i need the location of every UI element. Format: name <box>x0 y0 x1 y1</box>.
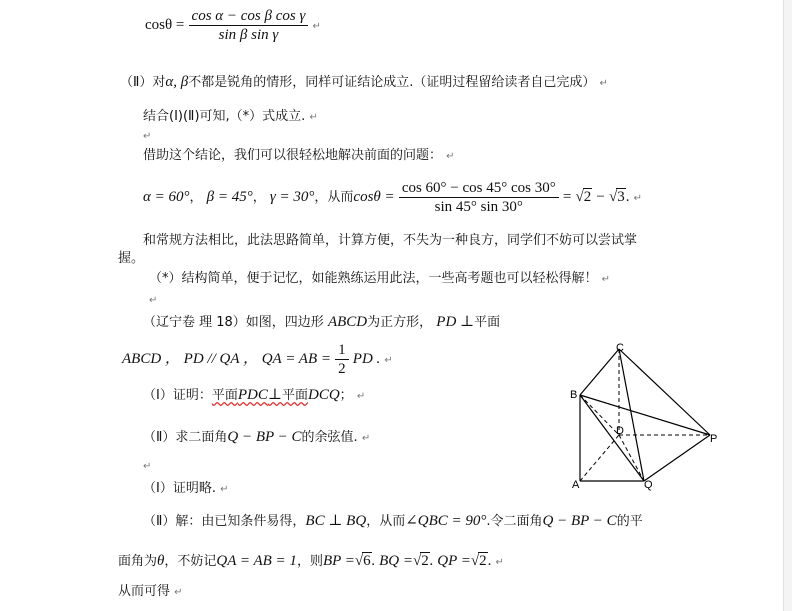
paragraph-case-two: （Ⅱ）对α, β不都是锐角的情形，同样可证结论成立.（证明过程留给读者自己完成） ↵ <box>120 74 608 90</box>
vertex-label-d: D <box>616 425 624 437</box>
paragraph-structure: （*）结构简单，便于记忆，如能熟练运用此法，一些高考题也可以轻松得解！ ↵ <box>149 271 611 286</box>
answer-one: （Ⅰ）证明略. ↵ <box>143 481 229 496</box>
formula-lhs: cosθ = <box>145 17 185 33</box>
empty-paragraph <box>143 458 151 475</box>
formula-numerator: cos α − cos β cos γ <box>189 8 309 26</box>
vertex-label-c: C <box>616 342 624 354</box>
paragraph-mark: ↵ <box>356 391 366 402</box>
answer-two-cont: 面角为θ，不妨记QA = AB = 1，则BP =√6. BQ =√2. QP =√2. ↵ <box>118 553 504 569</box>
question-one: （Ⅰ）证明：平面PDC⊥平面DCQ； ↵ <box>143 387 366 403</box>
answer-conclusion: 从而可得 ↵ <box>118 584 183 599</box>
example-fraction: $\frac{\cos 60^\circ - \cos 45^\circ \cos 30^\circ}{\sin 45^\circ \sin 30^\circ}$ <box>399 180 559 215</box>
vertex-label-a: A <box>572 479 580 491</box>
empty-paragraph <box>149 292 157 309</box>
problem-statement-cont: ABCD ， PD // QA ， QA = AB = $\frac{1}{2}$ PD . ↵ <box>122 342 393 377</box>
paragraph-mark: ↵ <box>446 151 455 162</box>
paragraph-compare-cont: 握。 <box>118 251 145 266</box>
paragraph-mark: ↵ <box>633 193 643 204</box>
paragraph-mark: ↵ <box>220 484 229 495</box>
vertical-scrollbar[interactable] <box>783 0 792 611</box>
paragraph-mark: ↵ <box>495 557 504 568</box>
formula-fraction <box>189 8 309 43</box>
vertex-label-q: Q <box>644 479 653 491</box>
paragraph-mark: ↵ <box>174 587 183 598</box>
paragraph-mark: ↵ <box>309 112 318 123</box>
question-two: （Ⅱ）求二面角Q − BP − C的余弦值. ↵ <box>143 429 371 445</box>
paragraph-mark: ↵ <box>312 21 321 32</box>
paragraph-combine: 结合(Ⅰ)(Ⅱ)可知,（*）式成立. ↵ <box>143 109 318 124</box>
paragraph-mark: ↵ <box>599 78 608 89</box>
vertex-label-p: P <box>710 433 718 445</box>
vertex-label-b: B <box>570 389 578 401</box>
problem-statement: （辽宁卷 理 18）如图，四边形 ABCD为正方形， PD ⊥平面 <box>143 314 501 330</box>
paragraph-mark: ↵ <box>143 131 152 142</box>
paragraph-mark: ↵ <box>143 461 152 472</box>
paragraph-mark: ↵ <box>361 433 371 444</box>
worked-example: α = 60°， β = 45°， γ = 30°，从而cosθ = $\frac{\cos 60^\circ - \cos 45^\circ \cos 30^\circ}{\sin 45^\circ \sin 30^\circ}$ = √2 − √3. ↵ <box>143 180 643 215</box>
geometry-figure <box>560 336 740 496</box>
formula-denominator: sin β sin γ <box>218 27 279 43</box>
half-fraction: $\frac{1}{2}$ <box>335 342 349 377</box>
paragraph-use-conclusion: 借助这个结论，我们可以很轻松地解决前面的问题： ↵ <box>143 148 455 163</box>
formula-cos-theta <box>145 8 321 43</box>
paragraph-mark: ↵ <box>149 295 158 306</box>
paragraph-mark: ↵ <box>384 355 393 366</box>
paragraph-compare: 和常规方法相比，此法思路简单，计算方便，不失为一种良方，同学们不妨可以尝试掌 <box>143 233 638 248</box>
paragraph-mark: ↵ <box>601 274 611 285</box>
empty-paragraph <box>143 128 151 145</box>
answer-two: （Ⅱ）解：由已知条件易得，BC ⊥ BQ，从而∠QBC = 90°.令二面角Q − BP − C的平 <box>143 513 643 529</box>
